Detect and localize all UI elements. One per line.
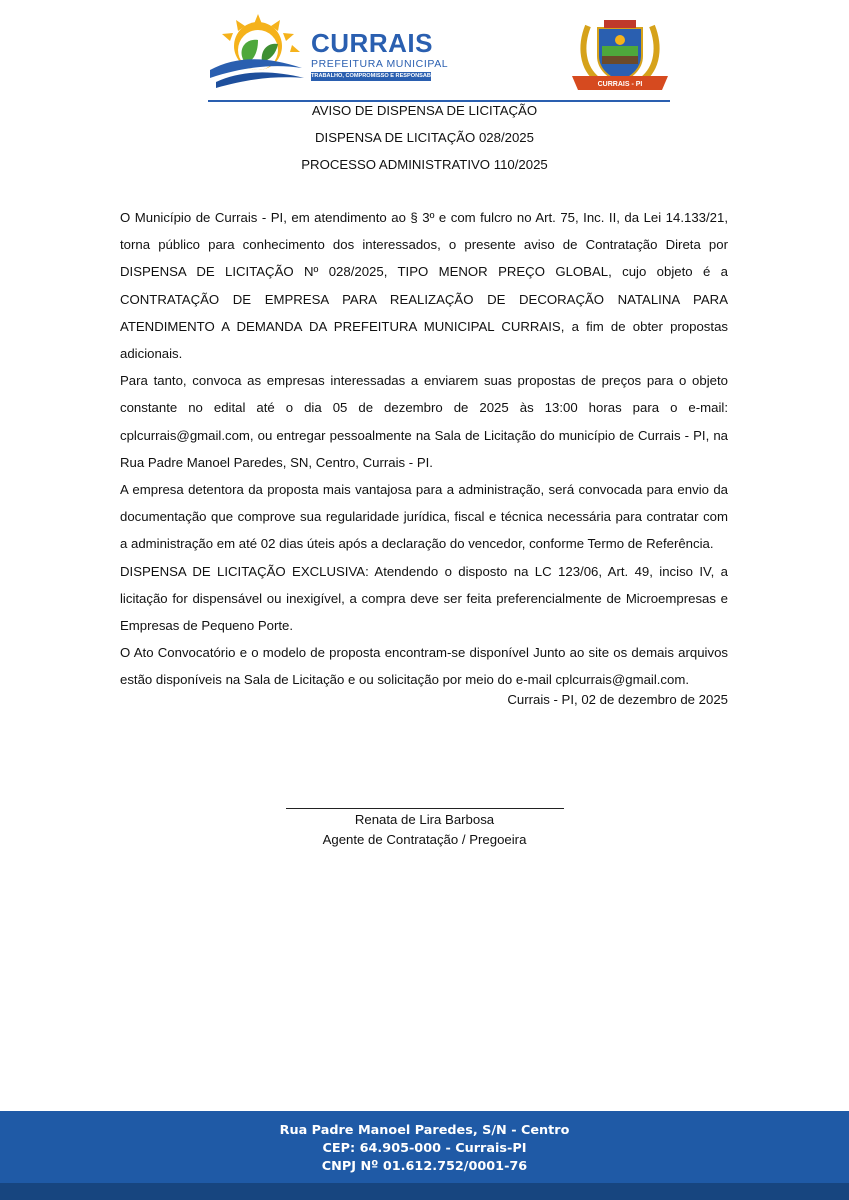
footer-address: Rua Padre Manoel Paredes, S/N - Centro xyxy=(279,1123,570,1138)
paragraph-documentation: A empresa detentora da proposta mais vantajosa para a administração, será convocada para envio da documentação que comprove sua regularidade jurídica, fiscal e técnica necessária para contratar com a administração em até 02 dias úteis após a declaração do vencedor, conforme Termo de Referência. xyxy=(120,482,728,552)
seal-text: CURRAIS - PI xyxy=(597,81,643,88)
signatory-role: Agente de Contratação / Pregoeira xyxy=(322,832,527,847)
paragraph-availability: O Ato Convocatório e o modelo de proposta encontram-se disponível Junto ao site os demais arquivos estão disponíveis na Sala de Licitação e ou solicitação por meio do e-mail cplcurrais@gmail.com. xyxy=(120,645,728,688)
footer-bottom-strip xyxy=(0,1183,849,1200)
paragraph-convocation: Para tanto, convoca as empresas interessadas a enviarem suas propostas de preços para o objeto constante no edital até o dia 05 de dezembro de 2025 às 13:00 horas para o e-mail: cplcurrais@gmail.com, ou entregar pessoalmente na Sala de Licitação do município de Currais - PI, na Rua Padre Manoel Paredes, SN, Centro, Currais - PI. xyxy=(120,373,728,470)
signatory-name: Renata de Lira Barbosa xyxy=(354,812,495,827)
footer-cnpj: CNPJ Nº 01.612.752/0001-76 xyxy=(321,1159,528,1174)
footer-cep: CEP: 64.905-000 - Currais-PI xyxy=(322,1141,527,1156)
brand-subtitle: PREFEITURA MUNICIPAL xyxy=(311,58,449,70)
paragraph-intro: O Município de Currais - PI, em atendimento ao § 3º e com fulcro no Art. 75, Inc. II, da Lei 14.133/21, torna público para conhecimento dos interessados, o presente aviso de Contratação Direta por DISPENSA DE LICITAÇÃO Nº 028/2025, TIPO MENOR PREÇO GLOBAL, cujo objeto é a CONTRATAÇÃO DE EMPRESA PARA REALIZAÇÃO DE DECORAÇÃO NATALINA PARA ATENDIMENTO A DEMANDA DA PREFEITURA MUNICIPAL CURRAIS, a fim de obter propostas adicionais. xyxy=(120,210,728,362)
brand-name: CURRAIS xyxy=(311,28,433,58)
header-divider xyxy=(208,100,670,102)
notice-body xyxy=(120,204,728,694)
process-number: PROCESSO ADMINISTRATIVO 110/2025 xyxy=(301,157,548,172)
brand-tagline: TRABALHO, COMPROMISSO E RESPONSABILIDADE xyxy=(311,73,454,79)
paragraph-exclusive: DISPENSA DE LICITAÇÃO EXCLUSIVA: Atendendo o disposto na LC 123/06, Art. 49, inciso IV, a licitação for dispensável ou inexigível, a compra deve ser feita preferencialmente de Microempresas e Empresas de Pequeno Porte. xyxy=(120,563,728,634)
dispensa-number: DISPENSA DE LICITAÇÃO 028/2025 xyxy=(315,130,534,145)
signature-line xyxy=(286,808,564,809)
municipal-seal-icon xyxy=(568,16,672,94)
notice-title: AVISO DE DISPENSA DE LICITAÇÃO xyxy=(311,103,538,118)
date-line: Currais - PI, 02 de dezembro de 2025 xyxy=(507,692,728,707)
